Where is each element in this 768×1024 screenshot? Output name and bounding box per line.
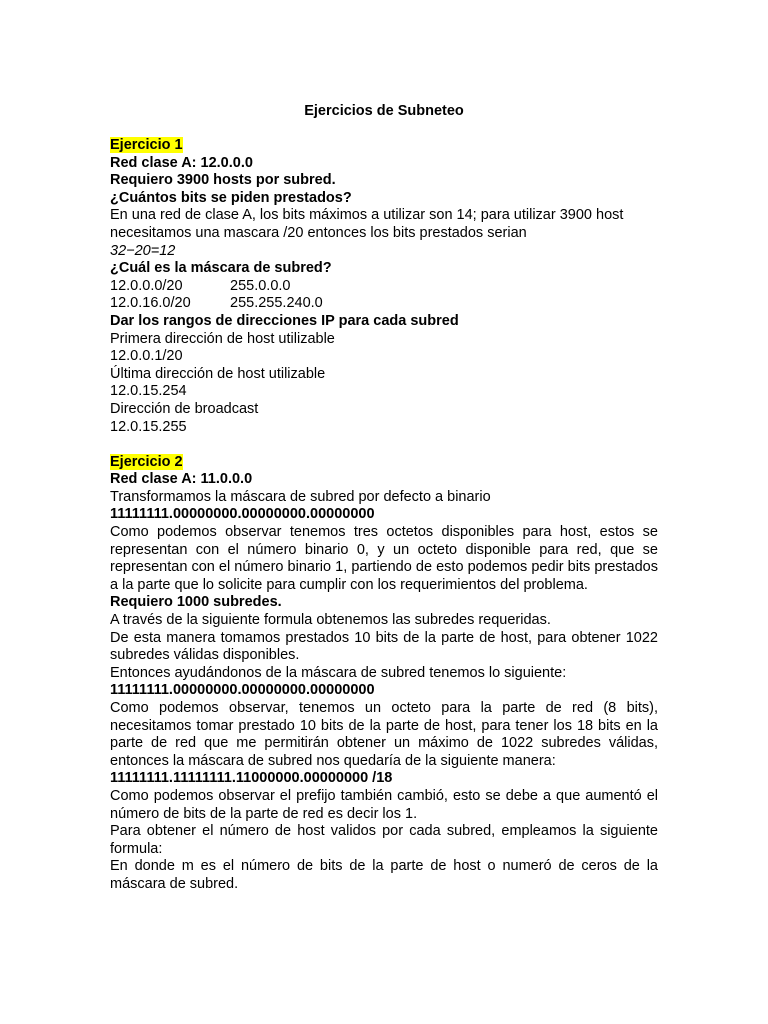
ex1-broadcast-label: Dirección de broadcast xyxy=(110,400,259,417)
ex2-paragraph-7: Como podemos observar el prefijo también cambió, esto se debe a que aumentó el número de bits de la parte de red es decir los 1. xyxy=(110,787,658,822)
ex1-first-host-label: Primera dirección de host utilizable xyxy=(110,330,335,347)
ex1-mask-row xyxy=(110,278,658,296)
section-spacer xyxy=(110,436,658,454)
ex2-paragraph-8: Para obtener el número de host validos por cada subred, empleamos la siguiente formula: xyxy=(110,823,658,857)
ex1-question-mask: ¿Cuál es la máscara de subred? xyxy=(110,260,332,277)
ex2-paragraph-4: De esta manera tomamos prestados 10 bits de la parte de host, para obtener 1022 subredes válidas disponibles. xyxy=(110,629,658,664)
ex2-requirement: Requiero 1000 subredes. xyxy=(110,594,282,611)
ex1-last-host-value: 12.0.15.254 xyxy=(110,383,187,400)
ex1-first-host-value: 12.0.0.1/20 xyxy=(110,348,183,365)
ex2-paragraph-5: Entonces ayudándonos de la máscara de subred tenemos lo siguiente: xyxy=(110,664,567,681)
ex2-paragraph-2: Como podemos observar tenemos tres octetos disponibles para host, estos se representan con el número binario 0, y un octeto disponible para red, que se representan con el número binario 1, partiendo de esto podemos pedir bits prestados a la parte que lo solicite para cumplir con los requerimientos del problema. xyxy=(110,524,658,593)
ex1-answer-bits: En una red de clase A, los bits máximos a utilizar son 14; para utilizar 3900 host necesitamos una mascara /20 entonces los bits prestados serian xyxy=(110,207,624,241)
ex2-binary-mask-3: 11111111.11111111.11000000.00000000 /18 xyxy=(110,770,393,787)
exercise-2-highlight: Ejercicio 2 xyxy=(110,453,183,470)
ex1-requirement: Requiero 3900 hosts por subred. xyxy=(110,172,336,189)
document-title: Ejercicios de Subneteo xyxy=(304,103,464,119)
ex1-question-bits: ¿Cuántos bits se piden prestados? xyxy=(110,189,352,206)
ex2-binary-mask-1: 11111111.00000000.00000000.00000000 xyxy=(110,506,375,523)
mask-row-net: 12.0.0.0/20 xyxy=(110,277,183,294)
exercise-2-heading xyxy=(110,454,658,472)
mask-row-mask: 255.255.240.0 xyxy=(230,295,323,312)
ex2-paragraph-3: A través de la siguiente formula obtenemos las subredes requeridas. xyxy=(110,612,551,629)
ex1-broadcast-value: 12.0.15.255 xyxy=(110,418,187,435)
ex1-last-host-label: Última dirección de host utilizable xyxy=(110,365,326,382)
document-body xyxy=(110,137,658,894)
ex2-network: Red clase A: 11.0.0.0 xyxy=(110,471,253,488)
ex2-paragraph-6: Como podemos observar, tenemos un octeto para la parte de red (8 bits), necesitamos tomar prestado 10 bits de la parte de host, para tener los 18 bits en la parte de red que me permitirán obtener un máximo de 1022 subredes válidas, entonces la máscara de subred nos quedaría de la siguiente manera: xyxy=(110,700,658,769)
ex2-binary-mask-2: 11111111.00000000.00000000.00000000 xyxy=(110,682,375,699)
ex1-question-ranges: Dar los rangos de direcciones IP para cada subred xyxy=(110,312,459,329)
mask-row-mask: 255.0.0.0 xyxy=(230,277,291,294)
ex2-paragraph-1: Transformamos la máscara de subred por defecto a binario xyxy=(110,488,491,505)
mask-row-net: 12.0.16.0/20 xyxy=(110,295,191,312)
ex1-mask-row xyxy=(110,295,658,313)
exercise-1-heading xyxy=(110,137,658,155)
ex1-formula: 32−20=12 xyxy=(110,242,176,259)
ex2-paragraph-9: En donde m es el número de bits de la parte de host o numeró de ceros de la máscara de subred. xyxy=(110,858,658,892)
exercise-1-highlight: Ejercicio 1 xyxy=(110,137,183,153)
ex1-network: Red clase A: 12.0.0.0 xyxy=(110,154,253,171)
